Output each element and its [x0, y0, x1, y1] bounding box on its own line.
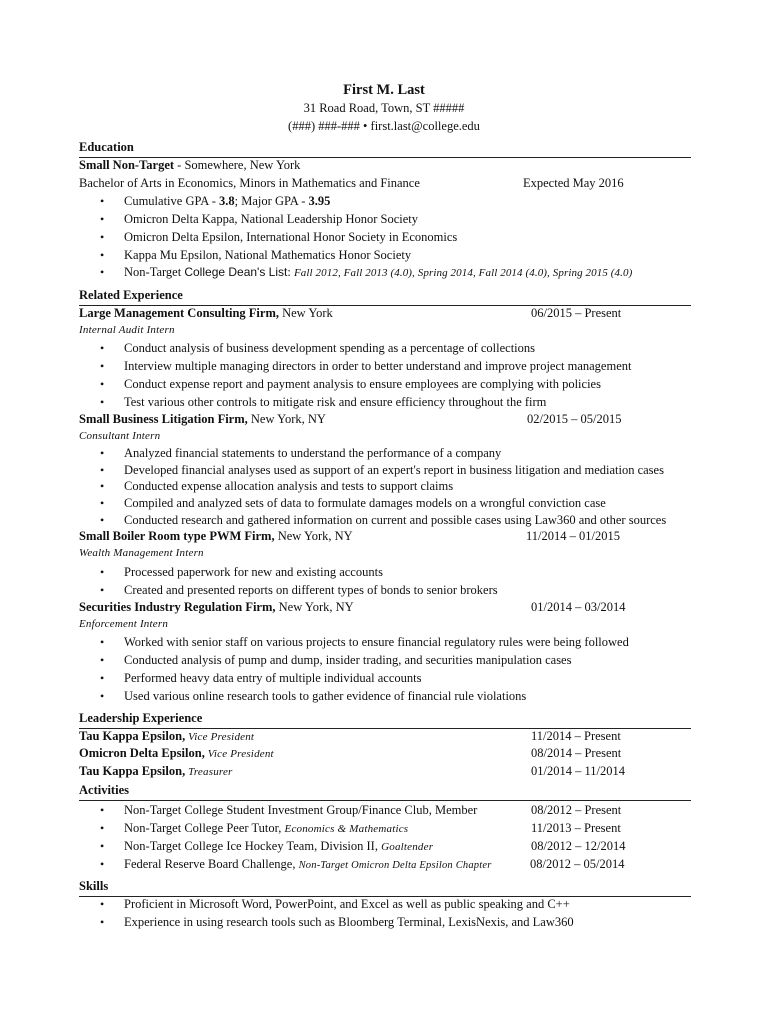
- job-duty: Used various online research tools to gather evidence of financial rule violations: [124, 689, 527, 703]
- activity-dates: 08/2012 – Present: [531, 803, 622, 817]
- activity-text: Non-Target College Student Investment Group/Finance Club, Member: [124, 803, 478, 817]
- firm-name: Large Management Consulting Firm,: [79, 306, 279, 320]
- skill-item: Experience in using research tools such as Bloomberg Terminal, LexisNexis, and Law360: [124, 915, 574, 929]
- bullet-icon: •: [100, 359, 105, 373]
- bullet-icon: •: [100, 341, 105, 355]
- list-item: [0, 915, 768, 932]
- activity-text: Non-Target College Peer Tutor,: [124, 821, 285, 835]
- list-item: [0, 194, 768, 211]
- honor-item: Omicron Delta Kappa, National Leadership Honor Society: [124, 212, 419, 226]
- list-item: [0, 230, 768, 247]
- job-duty: Conducted expense allocation analysis and tests to support claims: [124, 479, 454, 493]
- job-duty: Conducted analysis of pump and dump, insider trading, and securities manipulation cases: [124, 653, 572, 667]
- gpa-value: 3.8: [219, 194, 235, 208]
- list-item: [0, 496, 768, 513]
- list-item: [0, 565, 768, 582]
- expected-graduation: Expected May 2016: [523, 176, 624, 190]
- gpa-label: Cumulative GPA -: [124, 194, 220, 208]
- bullet-icon: •: [100, 821, 105, 835]
- skill-item: Proficient in Microsoft Word, PowerPoint, and Excel as well as public speaking and C++: [124, 897, 570, 911]
- list-item: [0, 341, 768, 358]
- bullet-icon: •: [100, 395, 105, 409]
- degree: Bachelor of Arts in Economics, Minors in Mathematics and Finance: [79, 176, 420, 190]
- section-divider: [79, 800, 691, 801]
- job-dates: 06/2015 – Present: [531, 306, 622, 320]
- bullet-icon: •: [100, 635, 105, 649]
- job-dates: 01/2014 – 03/2014: [531, 600, 626, 614]
- school-line: [79, 158, 691, 175]
- bullet-icon: •: [100, 897, 105, 911]
- bullet-icon: •: [100, 671, 105, 685]
- activity-detail: Goaltender: [381, 841, 434, 853]
- bullet-icon: •: [100, 377, 105, 391]
- bullet-icon: •: [100, 857, 105, 871]
- candidate-name: First M. Last: [343, 82, 425, 98]
- activity-detail: Non-Target Omicron Delta Epsilon Chapter: [298, 860, 492, 871]
- leadership-item: [79, 764, 691, 781]
- org-dates: 01/2014 – 11/2014: [531, 764, 625, 778]
- job-duty: Worked with senior staff on various projects to ensure financial regulatory rules were being followed: [124, 635, 629, 649]
- list-item: [0, 513, 768, 530]
- job-duty: Test various other controls to mitigate risk and ensure efficiency throughout the firm: [124, 395, 547, 409]
- list-item: [0, 395, 768, 412]
- org-role: Vice President: [204, 748, 274, 760]
- list-item: [0, 463, 768, 480]
- leadership-item: [79, 729, 691, 746]
- job-duty: Processed paperwork for new and existing accounts: [124, 565, 383, 579]
- school-location: - Somewhere, New York: [174, 158, 301, 172]
- org-name: Omicron Delta Epsilon,: [79, 746, 205, 760]
- list-item: [0, 671, 768, 688]
- deans-list-colon: :: [287, 265, 294, 279]
- activity-text: Non-Target College Ice Hockey Team, Division II,: [124, 839, 382, 853]
- job-role: Wealth Management Intern: [79, 547, 204, 559]
- list-item: [0, 479, 768, 496]
- job-duty: Interview multiple managing directors in order to better understand and improve project management: [124, 359, 632, 373]
- job-role: Consultant Intern: [79, 430, 161, 442]
- list-item: [0, 635, 768, 652]
- firm-location: New York: [278, 306, 333, 320]
- list-item: [0, 653, 768, 670]
- firm-name: Small Business Litigation Firm,: [79, 412, 248, 426]
- section-title-skills: Skills: [79, 879, 109, 893]
- bullet-icon: •: [100, 803, 105, 817]
- bullet-icon: •: [100, 212, 105, 226]
- job-duty: Conduct expense report and payment analysis to ensure employees are complying with policies: [124, 377, 601, 391]
- bullet-icon: •: [100, 513, 105, 527]
- list-item: [0, 839, 768, 856]
- section-title-activities: Activities: [79, 783, 129, 797]
- bullet-icon: •: [100, 653, 105, 667]
- job-header: [79, 306, 691, 323]
- bullet-icon: •: [100, 194, 105, 208]
- job-duty: Compiled and analyzed sets of data to formulate damages models on a wrongful conviction case: [124, 496, 606, 510]
- job-role: Internal Audit Intern: [79, 324, 175, 336]
- job-dates: 11/2014 – 01/2015: [526, 529, 620, 543]
- org-role: Vice President: [185, 731, 255, 743]
- bullet-icon: •: [100, 565, 105, 579]
- bullet-icon: •: [100, 915, 105, 929]
- list-item: [0, 857, 768, 874]
- activity-dates: 08/2012 – 05/2014: [530, 857, 625, 871]
- job-duty: Analyzed financial statements to understand the performance of a company: [124, 446, 502, 460]
- list-item: [0, 248, 768, 265]
- activity-dates: 11/2013 – Present: [531, 821, 621, 835]
- list-item: [0, 377, 768, 394]
- activity-text: Federal Reserve Board Challenge,: [124, 857, 299, 871]
- candidate-contact: (###) ###-### • first.last@college.edu: [288, 119, 480, 133]
- org-role: Treasurer: [185, 766, 233, 778]
- org-name: Tau Kappa Epsilon,: [79, 729, 186, 743]
- firm-location: New York, NY: [274, 529, 353, 543]
- list-item: [0, 359, 768, 376]
- list-item: [0, 265, 768, 282]
- list-item: [0, 897, 768, 914]
- job-header: [79, 529, 691, 546]
- section-title-related-experience: Related Experience: [79, 288, 183, 302]
- job-header: [79, 600, 691, 617]
- job-duty: Performed heavy data entry of multiple individual accounts: [124, 671, 422, 685]
- deans-list-prefix: Non-Target: [124, 265, 185, 279]
- list-item: [0, 803, 768, 820]
- bullet-icon: •: [100, 583, 105, 597]
- bullet-icon: •: [100, 265, 105, 279]
- list-item: [0, 446, 768, 463]
- activity-detail: Economics & Mathematics: [284, 823, 409, 835]
- list-item: [0, 821, 768, 838]
- job-duty: Developed financial analyses used as support of an expert's report in business litigation and mediation cases: [124, 463, 664, 477]
- activity-dates: 08/2012 – 12/2014: [531, 839, 626, 853]
- firm-name: Small Boiler Room type PWM Firm,: [79, 529, 275, 543]
- list-item: [0, 583, 768, 600]
- bullet-icon: •: [100, 230, 105, 244]
- job-role: Enforcement Intern: [79, 618, 169, 630]
- honor-item: Omicron Delta Epsilon, International Honor Society in Economics: [124, 230, 458, 244]
- list-item: [0, 689, 768, 706]
- firm-location: New York, NY: [275, 600, 354, 614]
- firm-name: Securities Industry Regulation Firm,: [79, 600, 276, 614]
- org-dates: 08/2014 – Present: [531, 746, 622, 760]
- deans-list-terms: Fall 2012, Fall 2013 (4.0), Spring 2014, Fall 2014 (4.0), Spring 2015 (4.0): [293, 267, 633, 279]
- org-dates: 11/2014 – Present: [531, 729, 621, 743]
- leadership-item: [79, 746, 691, 763]
- job-dates: 02/2015 – 05/2015: [527, 412, 622, 426]
- bullet-icon: •: [100, 446, 105, 460]
- major-gpa-value: 3.95: [308, 194, 331, 208]
- job-duty: Conducted research and gathered information on current and possible cases using Law360 and other sources: [124, 513, 667, 527]
- list-item: [0, 212, 768, 229]
- major-gpa-label: ; Major GPA -: [234, 194, 309, 208]
- degree-line: [79, 176, 691, 193]
- org-name: Tau Kappa Epsilon,: [79, 764, 186, 778]
- job-duty: Created and presented reports on different types of bonds to senior brokers: [124, 583, 498, 597]
- bullet-icon: •: [100, 689, 105, 703]
- deans-list-label: College Dean's List: [184, 265, 288, 279]
- bullet-icon: •: [100, 248, 105, 262]
- bullet-icon: •: [100, 496, 105, 510]
- honor-item: Kappa Mu Epsilon, National Mathematics Honor Society: [124, 248, 412, 262]
- section-title-leadership: Leadership Experience: [79, 711, 203, 725]
- job-header: [79, 412, 691, 429]
- section-title-education: Education: [79, 140, 134, 154]
- candidate-address: 31 Road Road, Town, ST #####: [303, 101, 465, 115]
- firm-location: New York, NY: [247, 412, 326, 426]
- bullet-icon: •: [100, 479, 105, 493]
- bullet-icon: •: [100, 463, 105, 477]
- bullet-icon: •: [100, 839, 105, 853]
- school-name: Small Non-Target: [79, 158, 175, 172]
- job-duty: Conduct analysis of business development spending as a percentage of collections: [124, 341, 536, 355]
